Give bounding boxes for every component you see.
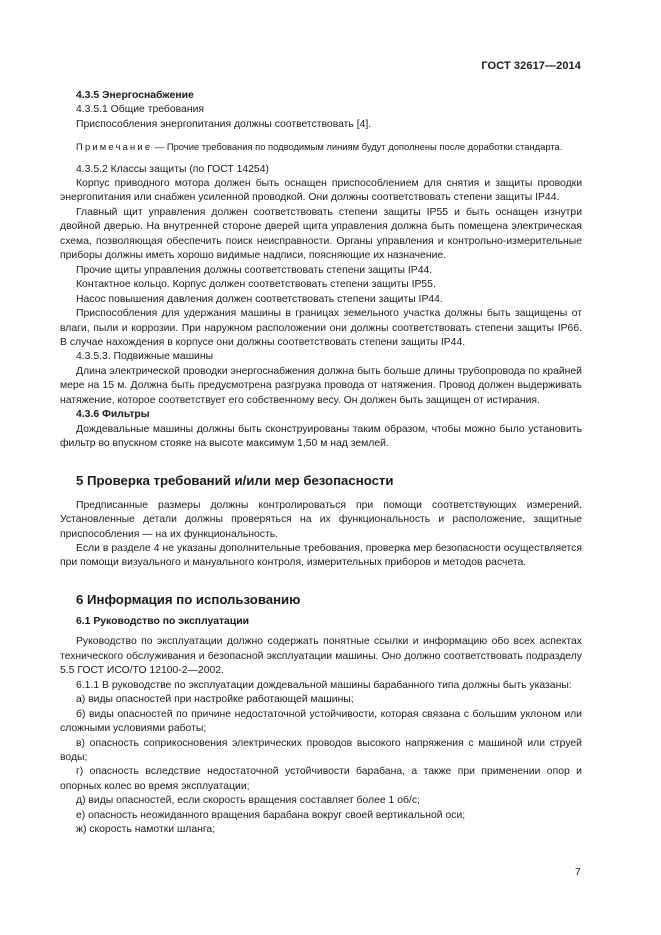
paragraph: Приспособления для удержания машины в границах земельного участка должны быть защищены от влаги, пыли и коррозии. При наружном расположении они должны соответствовать степени защиты IP66. В случае нахождения в корпусе они должны соответствовать степени защиты IP44. [60,308,582,348]
note [60,140,582,153]
list-item: б) виды опасностей по причине недостаточной устойчивости, которая связана с большим уклоном или сложными условиями работы; [60,708,582,735]
clause-heading-4-3-5-2: 4.3.5.2 Классы защиты (по ГОСТ 14254) [76,163,269,175]
list-item: д) виды опасностей, если скорость вращения составляет более 1 об/с; [76,795,420,807]
list-item: г) опасность вследствие недостаточной устойчивости барабана, а также при применении опор и опорных колес во время эксплуатации; [60,766,582,792]
paragraph: Корпус приводного мотора должен быть оснащен приспособлением для снятия и защиты проводки энергопитания или снабжен усиленной проводкой. Они должны соответствовать степени защиты IP44. [60,178,582,204]
subsection-heading-4-3-5: 4.3.5 Энергоснабжение [76,90,194,101]
paragraph: Руководство по эксплуатации должно содержать понятные ссылки и информацию обо всех аспектах технического обслуживания и безопасной эксплуатации машины. Оно должно соответствовать подразделу 5.5 ГОСТ ИСО/ТО 12100-2—2002. [60,636,582,677]
note-text: — Прочие требования по подводимым линиям будут дополнены после доработки стандарта. [152,141,563,153]
paragraph: Предписанные размеры должны контролироваться при помощи соответствующих измерений. Установленные детали должны проверяться на их функциональность и расположение, защитные приспособления — на их функциональность. [60,499,582,540]
page-content [60,89,582,838]
paragraph: Насос повышения давления должен соответствовать степени защиты IP44. [76,293,443,305]
clause-heading-4-3-5-1: 4.3.5.1 Общие требования [76,104,204,116]
paragraph: Контактное кольцо. Корпус должен соответствовать степени защиты IP55. [76,279,436,291]
subsection-heading-4-3-6: 4.3.6 Фильтры [76,409,150,421]
subsection-heading-6-1: 6.1 Руководство по эксплуатации [76,615,250,627]
paragraph: Приспособления энергопитания должны соответствовать [4]. [76,118,372,130]
list-item: е) опасность неожиданного вращения барабана вокруг своей вертикальной оси; [76,809,466,821]
page-number: 7 [575,866,581,878]
note-label: Примечание [76,141,153,153]
paragraph: 6.1.1 В руководстве по эксплуатации дождевальной машины барабанного типа должны быть указаны: [76,679,572,691]
section-heading-6: 6 Информация по использованию [76,591,301,607]
list-item: ж) скорость намотки шланга; [76,824,216,836]
paragraph: Длина электрической проводки энергоснабжения должна быть больше длины трубопровода по крайней мере на 15 м. Должна быть предусмотрена разгрузка провода от натяжения. Провод должен выдерживать натяжение, которое соответствует его собственному весу. Он должен быть защищен от истирания. [60,365,582,406]
paragraph: Дождевальные машины должны быть сконструированы таким образом, чтобы можно было установить фильтр во впускном стояке на высоте максимум 1,50 м над землей. [60,423,582,450]
list-item: в) опасность соприкосновения электрических проводов высокого напряжения с машиной или струей воды; [60,737,582,763]
document-id: ГОСТ 32617—2014 [481,60,581,72]
list-item: а) виды опасностей при настройке работающей машины; [76,694,354,706]
clause-heading-4-3-5-3: 4.3.5.3. Подвижные машины [76,351,214,363]
paragraph: Если в разделе 4 не указаны дополнительные требования, проверка мер безопасности осуществляется при помощи визуального и мануального контроля, измерительных приборов и методов расчета. [60,542,582,569]
section-heading-5: 5 Проверка требований и/или мер безопасности [76,472,394,488]
paragraph: Главный щит управления должен соответствовать степени защиты IP55 и быть оснащен изнутри двойной дверью. На внутренней стороне дверей щита управления должна быть помещена электрическая схема, позволяющая обеспечить поиск неисправности. Органы управления и контрольно-измерительные приборы должны иметь хорошо видимые надписи, поясняющие их назначение. [60,206,582,262]
paragraph: Прочие щиты управления должны соответствовать степени защиты IP44. [76,264,433,276]
